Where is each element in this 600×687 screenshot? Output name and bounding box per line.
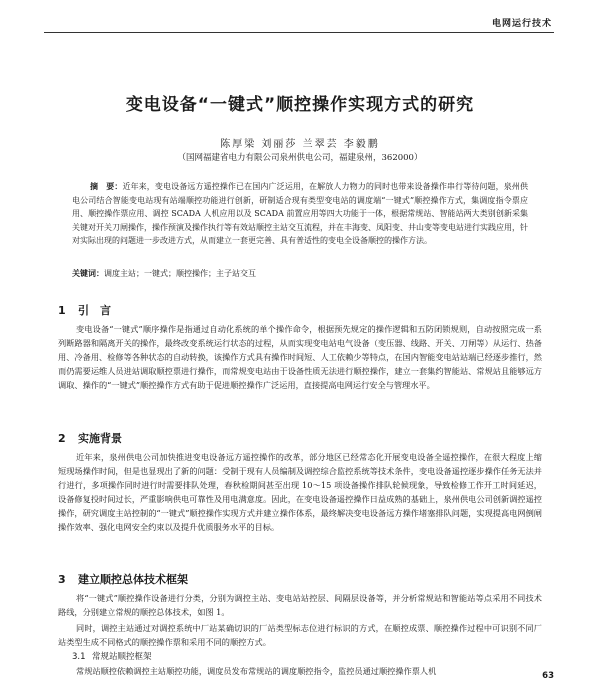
affiliation: （国网福建省电力有限公司泉州供电公司，福建泉州，362000）: [177, 153, 423, 163]
abstract: [72, 180, 528, 248]
subsection-title: 常规站顺控框架: [92, 652, 152, 662]
body-paragraph: 将“一键式”顺控操作设备进行分类，分别为调控主站、变电站站控层、间隔层设备等，并分析常规站和智能站等点采用不同技术路线，分别建立常规的顺控总体技术，如图 1。: [58, 593, 542, 618]
body-paragraph: 近年来，泉州供电公司加快推进变电设备远方遥控操作的改革，部分地区已经常态化开展变电设备全遥控操作，在很大程度上缩短现场操作时间，但是也显现出了新的问题：受制于现有人员编制及调控综合监控系统等技术条件，变电设备遥控逐步操作任务无法并行进行，多项操作同时进行时需要排队处理，春秋检期间甚至出现 10～15 项设备操作排队轮候现象，导致检修工作开工时间延迟，设备修复投时间过长，严重影响供电可靠性及用电满意度。因此，在变电设备遥控操作日益成熟的基础上，泉州供电公司创新调控遥控操作，研究调度主站控制的“一键式”顺控操作实现方式并建立操作体系，最终解决变电设备远方操作堵塞排队问题，实现提高电网倒闸操作效率、强化电网安全约束以及提升优质服务水平的目标。: [58, 452, 542, 533]
section-title: 引 言: [78, 304, 111, 317]
section-heading-framework: [58, 571, 188, 587]
author-list: 陈厚梁 刘丽莎 兰翠芸 李毅鹏: [220, 139, 380, 150]
section-number: 2: [58, 432, 66, 445]
section-heading-introduction: [58, 302, 111, 318]
body-paragraph: 同时，调控主站通过对调控系统中厂站某确切识的厂站类型标志位进行标识的方式，在顺控成票、顺控操作过程中可识别不同厂站类型生成不同格式的顺控操作票和采用不同的顺控方式。: [58, 623, 542, 648]
section-heading-background: [58, 430, 122, 446]
body-paragraph: 常规站顺控依赖调控主站顺控功能，调度员发布常规站的调度顺控指令，监控员通过顺控操作票人机: [76, 666, 437, 676]
running-head: 电网运行技术: [491, 19, 552, 29]
keywords-label: 关键词：: [72, 269, 104, 278]
paper-title: 变电设备“一键式”顺控操作实现方式的研究: [125, 95, 475, 115]
page-number: 63: [542, 671, 554, 681]
abstract-text: 近年来，变电设备远方遥控操作已在国内广泛运用，在解放人力物力的同时也带来设备操作串行等待问题，泉州供电公司结合智能变电站现有站端顺控功能进行创新，研制适合现有类型变电站的调度端“一键式”顺控操作方式，集调度指令票应用、顺控操作票应用、调控 SCADA 人机应用以及 SCADA 前置应用等四大功能于一体，根据常规站、智能站两大类别创新采集关键对开关刀闸操作，操作预演及操作执行等有效站顺控主站交互流程，并在丰海变、凤阳变、井山变等变电站进行实践应用，针对实际出现的问题进一步改进方式，从而建立一套更完善、具有普适性的变电全设备顺控的操作方法。: [72, 182, 528, 246]
keywords: [72, 267, 528, 280]
section-number: 3: [58, 573, 66, 586]
subsection-number: 3.1: [72, 652, 86, 662]
subsection-heading: [72, 650, 152, 662]
header-rule: [44, 32, 554, 33]
section-title: 实施背景: [78, 432, 122, 445]
keywords-text: 调度主站；一键式；顺控操作；主子站交互: [104, 269, 256, 278]
body-paragraph: 变电设备“一键式”顺序操作是指通过自动化系统的单个操作命令，根据预先规定的操作逻辑和五防闭锁规则，自动按照完成一系列断路器和隔离开关的操作，最终改变系统运行状态的过程，从而实现变电站电气设备（变压器、线路、开关、刀闸等）从运行、热备用、冷备用、检修等各种状态的自动转换，该操作方式具有操作时间短、人工依赖少等特点，在国内智能变电站站端已经逐步推行，然而仍需要运维人员进站调取顺控票进行操作，而常规变电站由于设备性质无法进行顺控操作，建立一套集约智能站、常规站且能够远方调取、操作的“一键式”顺控操作方式有助于促进顺控操作广泛运用，直接提高电网运行安全与管理水平。: [58, 324, 542, 391]
abstract-label: 摘 要：: [90, 182, 123, 191]
section-title: 建立顺控总体技术框架: [78, 573, 188, 586]
section-number: 1: [58, 304, 66, 317]
